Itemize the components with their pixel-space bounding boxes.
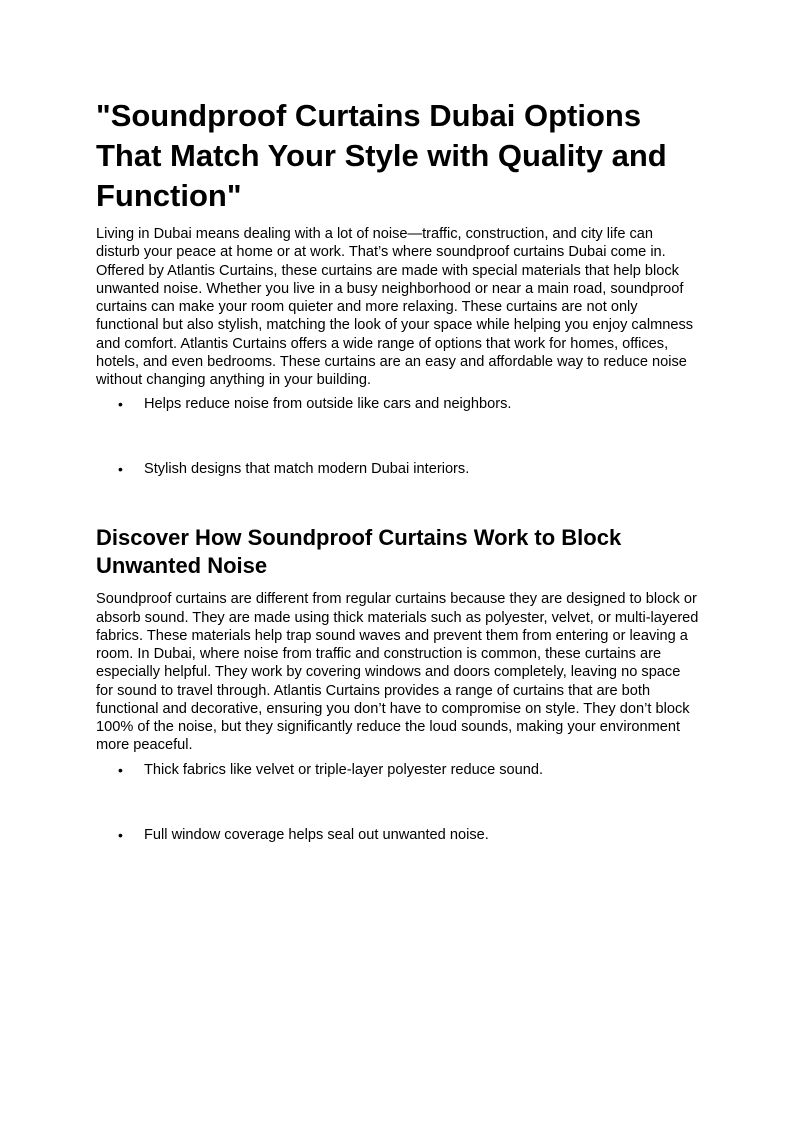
document-page	[96, 96, 700, 844]
list-item-text: Helps reduce noise from outside like cars and neighbors.	[144, 396, 512, 413]
list-item	[96, 761, 700, 779]
list-item	[96, 460, 700, 478]
benefits-list	[96, 395, 700, 478]
list-item-text: Stylish designs that match modern Dubai interiors.	[144, 461, 470, 478]
bullet-icon: •	[118, 396, 123, 413]
how-it-works-paragraph: Soundproof curtains are different from regular curtains because they are designed to block or absorb sound. They are made using thick materials such as polyester, velvet, or multi-layered fabrics. These materials help trap sound waves and prevent them from entering or leaving a room. In Dubai, where noise from traffic and construction is common, these curtains are especially helpful. They work by covering windows and doors completely, leaving no space for sound to travel through. Atlantis Curtains provides a range of curtains that are both functional and decorative, ensuring you don’t have to compromise on style. They don’t block 100% of the noise, but they significantly reduce the loud sounds, making your environment more peaceful.	[96, 591, 699, 754]
intro-paragraph: Living in Dubai means dealing with a lot of noise—traffic, construction, and city life can disturb your peace at home or at work. That’s where soundproof curtains Dubai come in. Offered by Atlantis Curtains, these curtains are made with special materials that help block unwanted noise. Whether you live in a busy neighborhood or near a main road, soundproof curtains can make your room quieter and more relaxing. These curtains are not only functional but also stylish, matching the look of your space while helping you enjoy calmness and comfort. Atlantis Curtains offers a wide range of options that work for homes, offices, hotels, and even bedrooms. These curtains are an easy and affordable way to reduce noise without changing anything in your building.	[96, 226, 694, 388]
features-list	[96, 761, 700, 844]
main-title: "Soundproof Curtains Dubai Options That Match Your Style with Quality and Function"	[96, 98, 667, 213]
bullet-icon: •	[118, 826, 123, 843]
list-item-text: Thick fabrics like velvet or triple-layer polyester reduce sound.	[144, 761, 544, 778]
list-item-text: Full window coverage helps seal out unwanted noise.	[144, 826, 489, 843]
bullet-icon: •	[118, 461, 123, 478]
list-item	[96, 395, 700, 413]
bullet-icon: •	[118, 761, 123, 778]
list-item	[96, 826, 700, 844]
section-heading: Discover How Soundproof Curtains Work to Block Unwanted Noise	[96, 525, 622, 579]
